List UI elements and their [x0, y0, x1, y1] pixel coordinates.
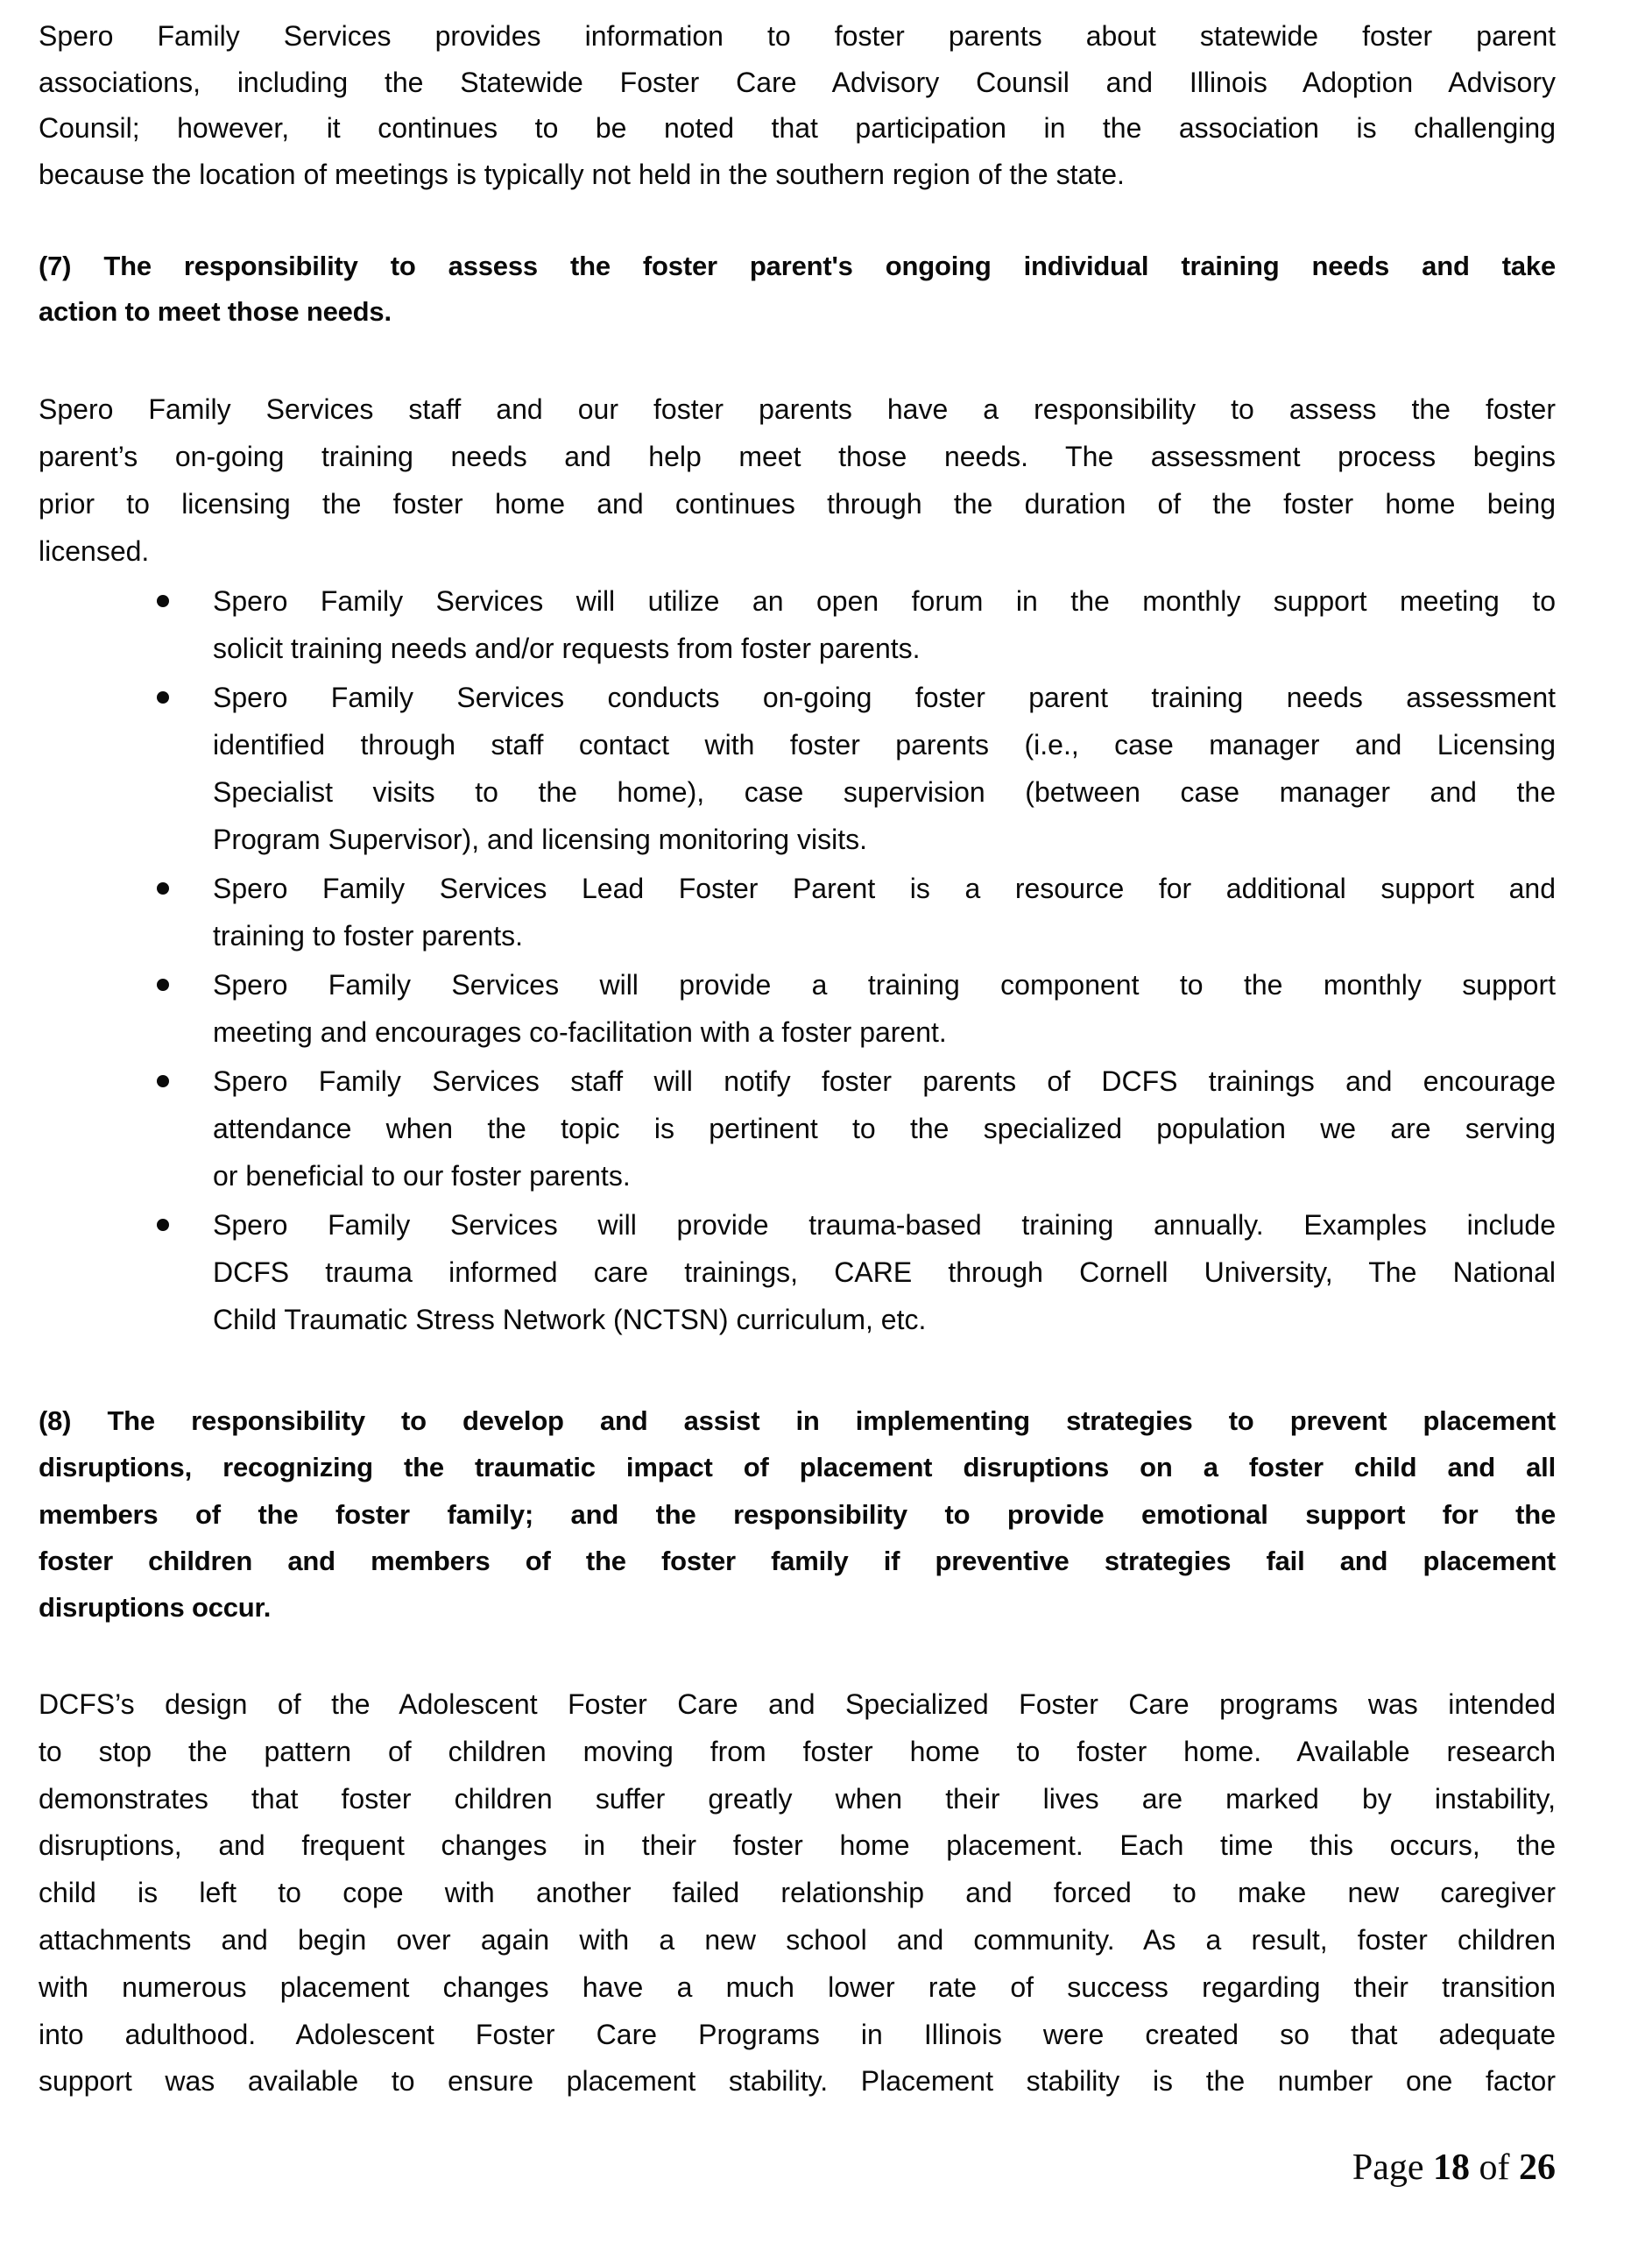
- text-line: Spero Family Services Lead Foster Parent is a resource for additional support and: [213, 873, 1556, 904]
- text-line: Spero Family Services staff will notify foster parents of DCFS trainings and encourage: [213, 1065, 1556, 1097]
- text-line: prior to licensing the foster home and continues through the duration of the foster home being: [39, 488, 1556, 520]
- text-line: solicit training needs and/or requests from foster parents.: [213, 633, 921, 664]
- text-line: Counsil; however, it continues to be noted that participation in the association is challenging: [39, 112, 1556, 145]
- text-line: demonstrates that foster children suffer greatly when their lives are marked by instability,: [39, 1782, 1556, 1815]
- heading-line: (7) The responsibility to assess the foster parent's ongoing individual training needs and take: [39, 251, 1556, 281]
- text-line: meeting and encourages co-facilitation with a foster parent.: [213, 1016, 947, 1048]
- page-number-footer: [1352, 2147, 1556, 2189]
- text-line: associations, including the Statewide Foster Care Advisory Counsil and Illinois Adoption Advisory: [39, 66, 1556, 98]
- list-item: [0, 577, 1652, 672]
- text-line: training to foster parents.: [213, 920, 523, 952]
- text-line: Spero Family Services will utilize an open forum in the monthly support meeting to: [213, 585, 1556, 617]
- of-label: of: [1479, 2147, 1510, 2188]
- paragraph-foster-parent-associations: [39, 13, 1556, 198]
- heading-line: foster children and members of the foster family if preventive strategies fail and placement: [39, 1545, 1556, 1576]
- text-line: Spero Family Services staff and our foster parents have a responsibility to assess the foster: [39, 393, 1556, 425]
- text-line: licensed.: [39, 535, 150, 567]
- text-line: Child Traumatic Stress Network (NCTSN) curriculum, etc.: [213, 1304, 927, 1335]
- text-line: parent’s on-going training needs and help meet those needs. The assessment process begins: [39, 441, 1556, 472]
- bullet-list: [0, 577, 1652, 1345]
- bullet-icon: [157, 595, 169, 607]
- heading-line: action to meet those needs.: [39, 296, 392, 327]
- bullet-icon: [157, 1075, 169, 1087]
- text-line: child is left to cope with another failed relationship and forced to make new caregiver: [39, 1877, 1556, 1909]
- text-line: or beneficial to our foster parents.: [213, 1160, 631, 1192]
- text-line: Spero Family Services will provide trauma-based training annually. Examples include: [213, 1209, 1556, 1241]
- list-item: [0, 865, 1652, 959]
- section-heading-8: [39, 1397, 1556, 1631]
- heading-line: disruptions, recognizing the traumatic impact of placement disruptions on a foster child and all: [39, 1452, 1556, 1483]
- page-label: Page: [1352, 2147, 1424, 2188]
- text-line: DCFS’s design of the Adolescent Foster Care and Specialized Foster Care programs was intended: [39, 1688, 1556, 1720]
- list-item: [0, 961, 1652, 1056]
- current-page-number: 18: [1433, 2147, 1470, 2188]
- list-item: [0, 1201, 1652, 1343]
- bullet-icon: [157, 882, 169, 895]
- text-line: Spero Family Services will provide a training component to the monthly support: [213, 969, 1556, 1001]
- paragraph-training-needs-assessment: [39, 386, 1556, 575]
- bullet-icon: [157, 979, 169, 991]
- text-line: because the location of meetings is typically not held in the southern region of the state.: [39, 159, 1125, 191]
- bullet-icon: [157, 1219, 169, 1231]
- bullet-icon: [157, 691, 169, 704]
- list-item: [0, 674, 1652, 863]
- heading-line: members of the foster family; and the responsibility to provide emotional support for the: [39, 1498, 1556, 1530]
- total-page-count: 26: [1519, 2147, 1556, 2188]
- text-line: Program Supervisor), and licensing monitoring visits.: [213, 824, 867, 855]
- text-line: to stop the pattern of children moving from foster home to foster home. Available research: [39, 1735, 1556, 1767]
- text-line: attendance when the topic is pertinent to the specialized population we are serving: [213, 1113, 1556, 1144]
- paragraph-dcfs-design: [39, 1681, 1556, 2105]
- text-line: with numerous placement changes have a much lower rate of success regarding their transition: [39, 1971, 1556, 2003]
- list-item: [0, 1058, 1652, 1199]
- text-line: Spero Family Services provides information to foster parents about statewide foster parent: [39, 20, 1556, 52]
- heading-line: disruptions occur.: [39, 1592, 272, 1624]
- text-line: Spero Family Services conducts on-going foster parent training needs assessment: [213, 682, 1556, 713]
- text-line: DCFS trauma informed care trainings, CARE through Cornell University, The National: [213, 1256, 1556, 1288]
- text-line: into adulthood. Adolescent Foster Care Programs in Illinois were created so that adequate: [39, 2018, 1556, 2050]
- text-line: attachments and begin over again with a new school and community. As a result, foster children: [39, 1923, 1556, 1956]
- heading-line: (8) The responsibility to develop and assist in implementing strategies to prevent placement: [39, 1405, 1556, 1436]
- text-line: support was available to ensure placement stability. Placement stability is the number one factor: [39, 2065, 1556, 2098]
- text-line: disruptions, and frequent changes in their foster home placement. Each time this occurs, the: [39, 1829, 1556, 1862]
- text-line: identified through staff contact with foster parents (i.e., case manager and Licensing: [213, 729, 1556, 761]
- section-heading-7: [39, 244, 1556, 335]
- text-line: Specialist visits to the home), case supervision (between case manager and the: [213, 776, 1556, 808]
